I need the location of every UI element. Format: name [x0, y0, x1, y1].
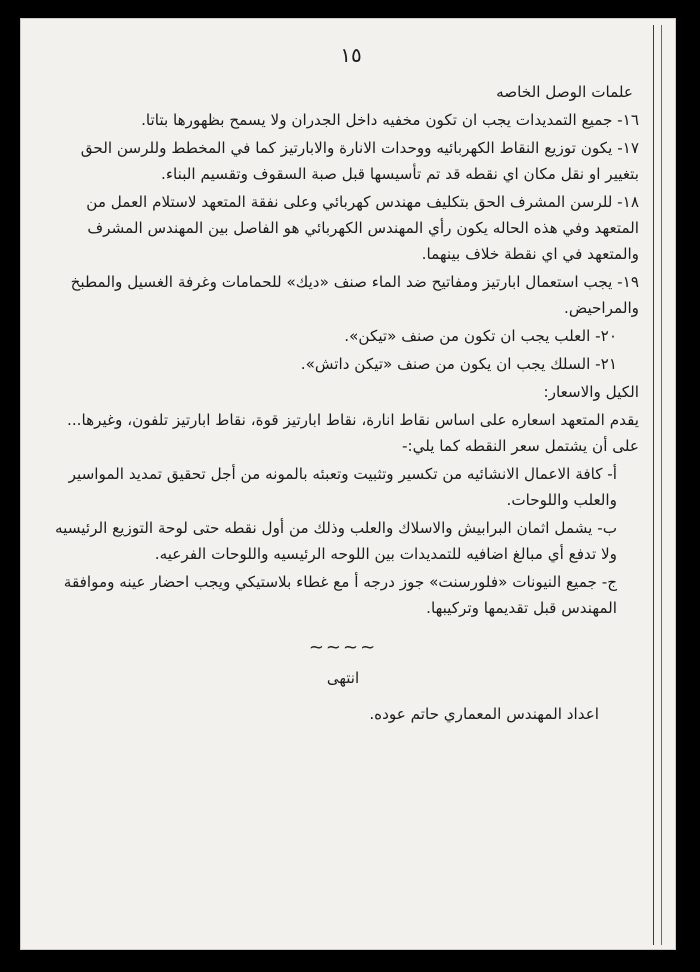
clause-20: ٢٠- العلب يجب ان تكون من صنف «تيكن».: [344, 327, 617, 345]
pricing-item-c: ج- جميع النيونات «فلورسنت» جوز درجه أ مع غطاء بلاستيكي ويجب احضار عينه وموافقة المهندس قبل تقديمها وتركيبها.: [63, 573, 617, 617]
closing-word: انتهى: [326, 669, 360, 687]
prepared-by: اعداد المهندس المعماري حاتم عوده.: [369, 705, 599, 723]
separator-squiggle: ~~~~: [308, 637, 378, 658]
clause-18: ١٨- للرسن المشرف الحق بتكليف مهندس كهربائي وعلى نفقة المتعهد لاستلام العمل من المتعهد وفي هذه الحاله يكون رأي المهندس الكهربائي هو الفاصل بين المهندس المشرف والمتعهد في اي نقطة خلاف بينهما.: [86, 193, 639, 263]
margin-line: [653, 25, 654, 945]
page-number: ١٥: [340, 43, 362, 67]
margin-line-outer: [661, 25, 662, 945]
pricing-item-b: ب- يشمل اثمان البرابيش والاسلاك والعلب وذلك من أول نقطه حتى لوحة التوزيع الرئيسيه ولا تدفع أي مبالغ اضافيه للتمديدات بين اللوحه الرئيسيه واللوحات الفرعيه.: [55, 519, 617, 563]
document-page: [20, 18, 676, 950]
clause-17: ١٧- يكون توزيع النقاط الكهربائيه ووحدات الانارة والابارتيز كما في المخطط وللرسن الحق بتغيير او نقل مكان اي نقطه قد تم تأسيسها قبل صبة السقوف وتقسيم البناء.: [80, 139, 639, 183]
clause-21: ٢١- السلك يجب ان يكون من صنف «تيكن داتش».: [300, 355, 617, 373]
clause-19: ١٩- يجب استعمال ابارتيز ومفاتيح ضد الماء صنف «ديك» للحمامات وغرفة الغسيل والمطبخ والمراحيض.: [70, 273, 639, 317]
pricing-item-a: أ- كافة الاعمال الانشائيه من تكسير وتثبيت وتعبئه بالمونه من أجل تحقيق تمديد المواسير والعلب واللوحات.: [68, 465, 617, 509]
pricing-intro: يقدم المتعهد اسعاره على اساس نقاط انارة، نقاط ابارتيز قوة، نقاط ابارتيز تلفون، وغيرها... على أن يشتمل سعر النقطه كما يلي:-: [67, 411, 639, 455]
pricing-section-title: الكيل والاسعار:: [543, 383, 639, 401]
clause-16: ١٦- جميع التمديدات يجب ان تكون مخفيه داخل الجدران ولا يسمح بظهورها بتاتا.: [141, 111, 639, 129]
document-body: [47, 79, 639, 729]
section-heading: علمات الوصل الخاصه: [496, 83, 633, 101]
